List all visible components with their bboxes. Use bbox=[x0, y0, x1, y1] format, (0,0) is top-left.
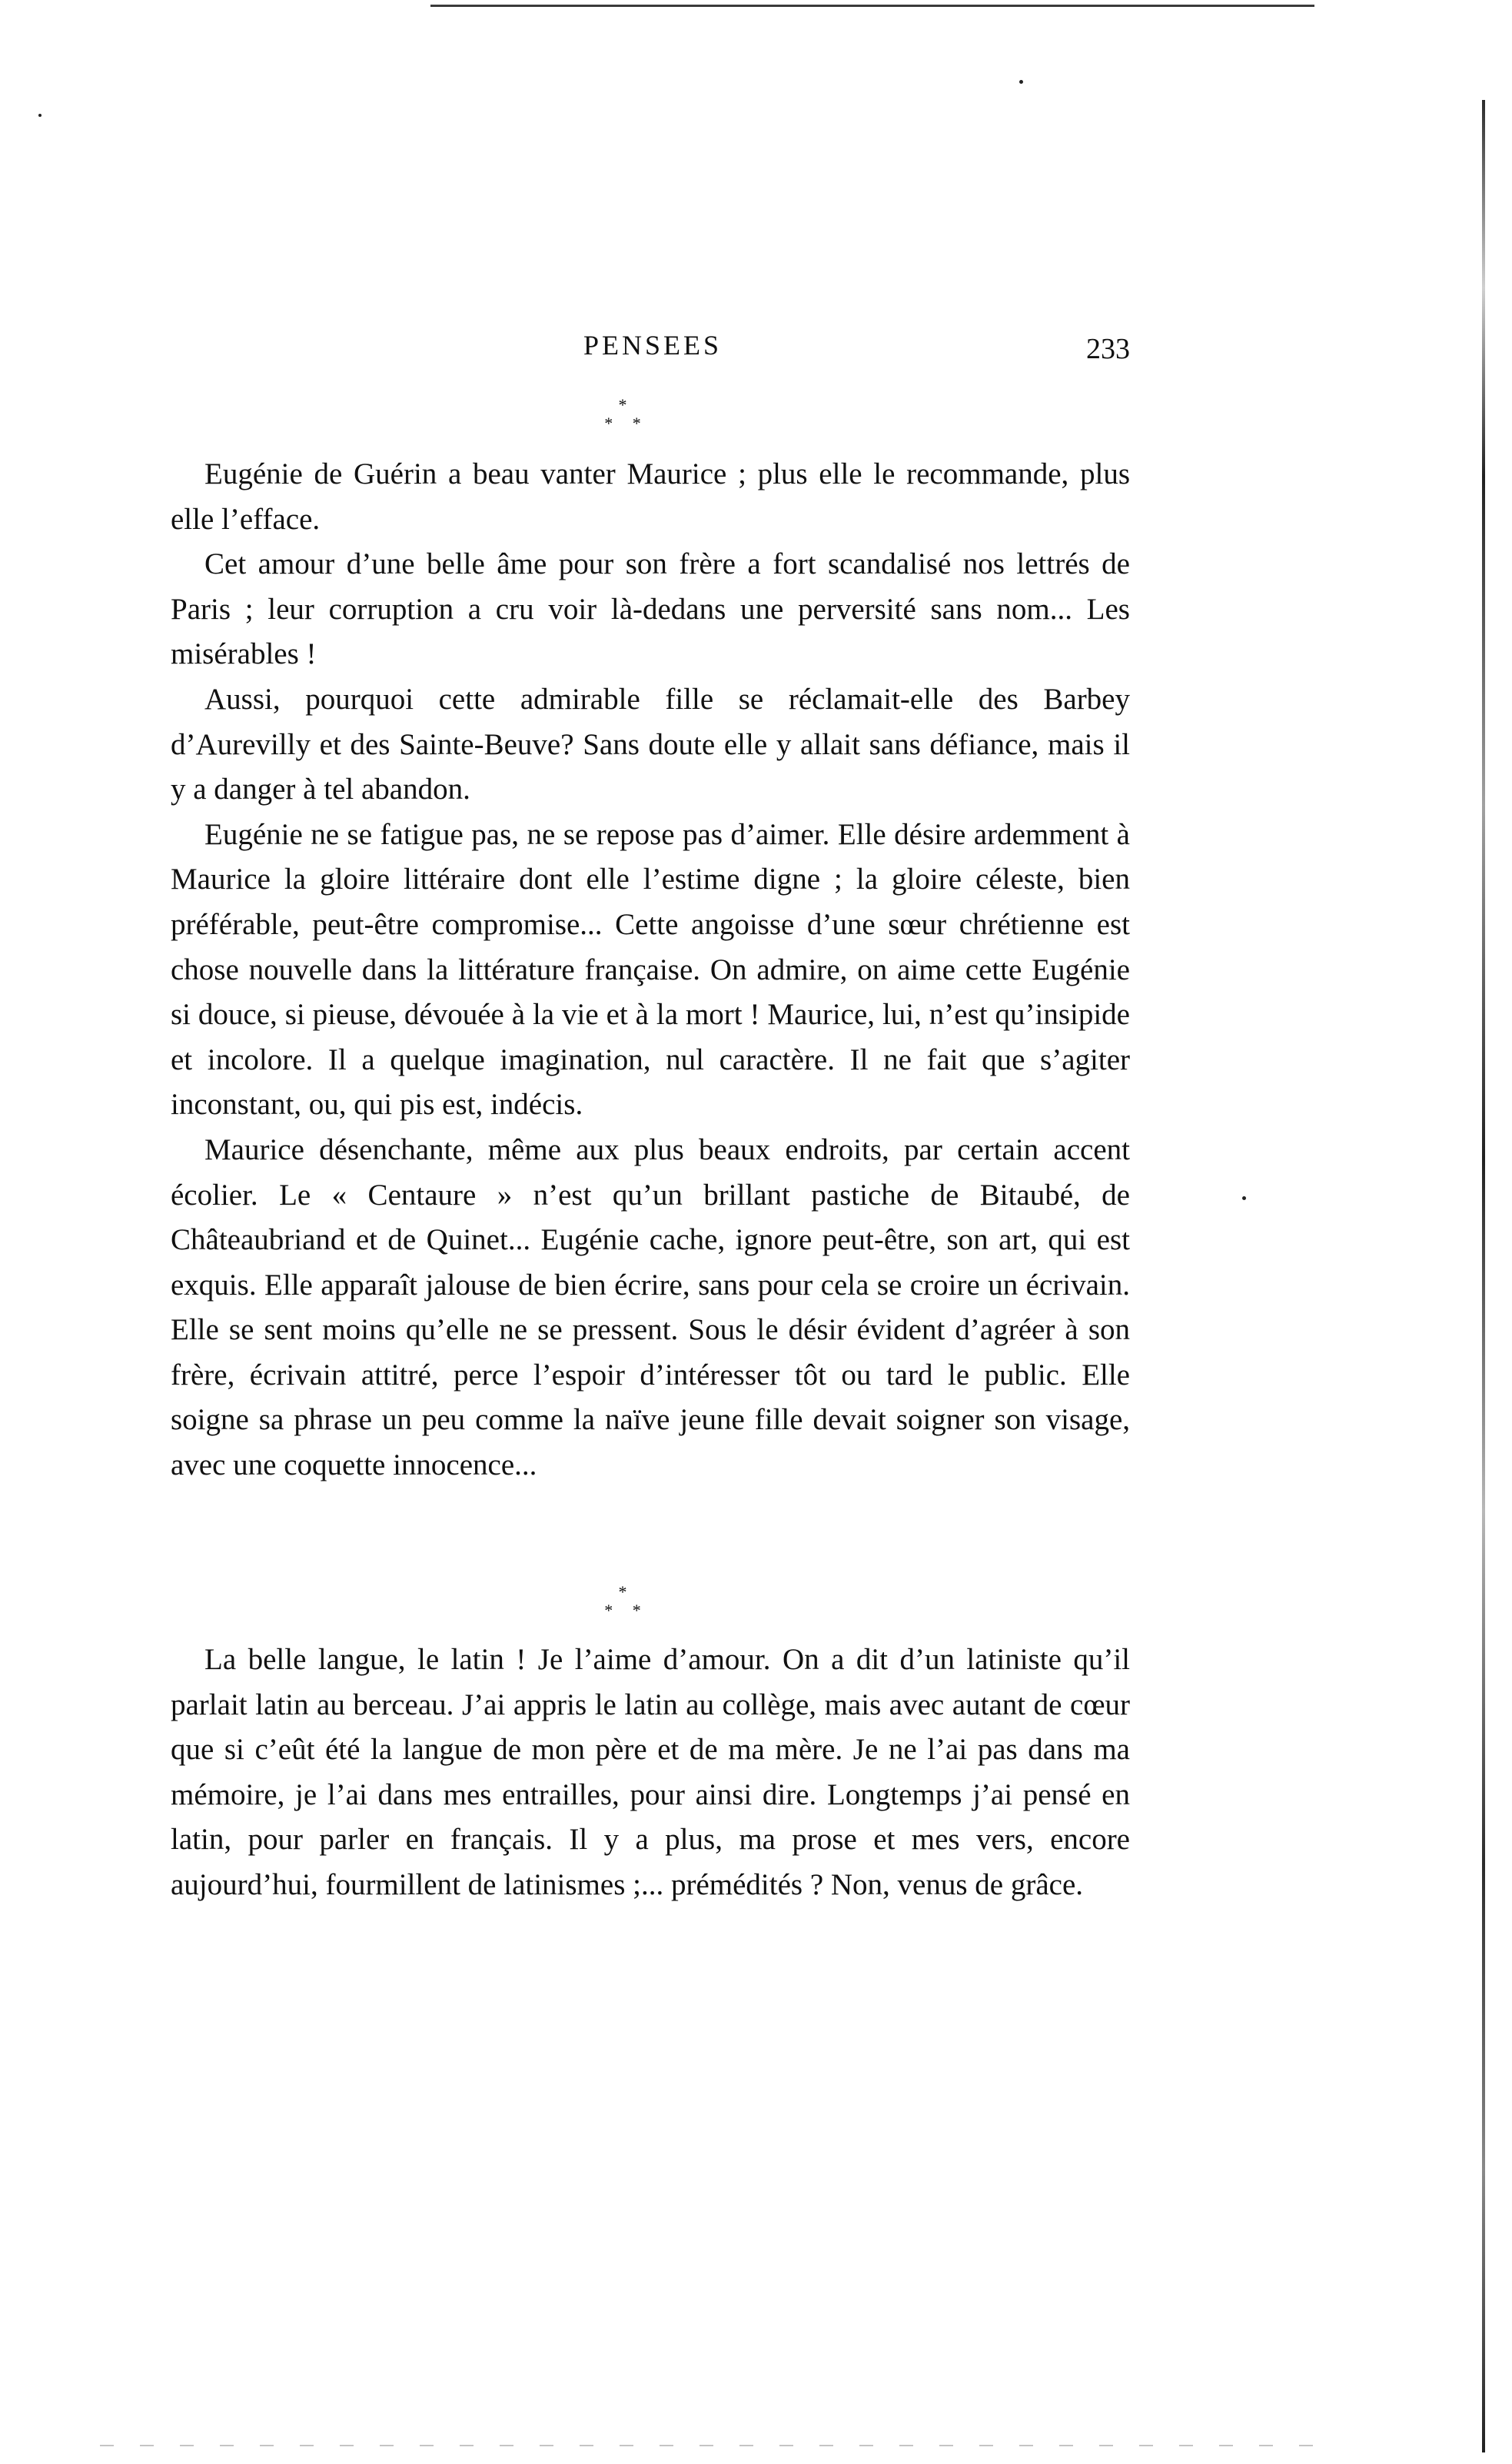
separator-star-top: * bbox=[618, 395, 627, 414]
scan-top-edge bbox=[430, 5, 1314, 7]
paragraph: Eugénie de Guérin a beau vanter Maurice ; plus elle le recommande, plus elle l’efface. bbox=[171, 457, 1130, 536]
section-latin bbox=[171, 1638, 1130, 1908]
paragraph: La belle langue, le latin ! Je l’aime d’amour. On a dit d’un latiniste qu’il parlait latin au berceau. J’ai appris le latin au collège, mais avec autant de cœur que si c’eût été la langue de mon père et de ma mère. Je ne l’ai pas dans ma mémoire, je l’ai dans mes entrailles, pour ainsi dire. Longtemps j’ai pensé en latin, pour parler en français. Il y a plus, ma prose et mes vers, encore aujourd’hui, fourmillent de latinismes ;... prémédités ? Non, venus de grâce. bbox=[171, 1643, 1130, 1901]
separator-star-top: * bbox=[618, 1582, 627, 1601]
separator-stars-bottom: * * bbox=[604, 414, 649, 433]
scan-speck bbox=[1242, 1196, 1246, 1200]
section-separator bbox=[592, 1584, 653, 1630]
paragraph: Eugénie ne se fatigue pas, ne se repose pas d’aimer. Elle désire ardemment à Maurice la gloire littéraire dont elle l’estime digne ; la gloire céleste, bien préférable, peut-être compromise... Cette angoisse d’une sœur chrétienne est chose nouvelle dans la littérature française. On admire, on aime cette Eugénie si douce, si pieuse, dévouée à la vie et à la mort ! Maurice, lui, n’est qu’insipide et incolore. Il a quelque imagination, nul caractère. Il ne fait que s’agiter inconstant, ou, qui pis est, indécis. bbox=[171, 817, 1130, 1122]
scan-right-edge bbox=[1482, 100, 1485, 2452]
separator-stars-bottom: * * bbox=[604, 1601, 649, 1620]
section-guerin bbox=[171, 452, 1130, 1488]
paragraph: Cet amour d’une belle âme pour son frère a fort scandalisé nos lettrés de Paris ; leur corruption a cru voir là-dedans une perversité sans nom... Les misérables ! bbox=[171, 547, 1130, 671]
paragraph: Maurice désenchante, même aux plus beaux endroits, par certain accent écolier. Le « Centaure » n’est qu’un brillant pastiche de Bitaubé, de Châteaubriand et de Quinet... Eugénie cache, ignore peut-être, son art, qui est exquis. Elle apparaît jalouse de bien écrire, sans pour cela se croire un écrivain. Elle se sent moins qu’elle ne se pressent. Sous le désir évident d’agréer à son frère, écrivain attitré, perce l’espoir d’intéresser tôt ou tard le public. Elle soigne sa phrase un peu comme la naïve jeune fille devait soigner son visage, avec une coquette innocence... bbox=[171, 1132, 1130, 1482]
running-title: PENSEES bbox=[583, 330, 723, 361]
scan-bottom-noise bbox=[100, 2445, 1330, 2446]
section-separator bbox=[592, 397, 653, 443]
scan-speck bbox=[38, 114, 42, 117]
scan-speck bbox=[1019, 80, 1023, 84]
page-number: 233 bbox=[1086, 333, 1130, 365]
running-header bbox=[175, 329, 1130, 372]
paragraph: Aussi, pourquoi cette admirable fille se réclamait-elle des Barbey d’Aurevilly et des Sainte-Beuve? Sans doute elle y allait sans défiance, mais il y a danger à tel abandon. bbox=[171, 682, 1130, 806]
